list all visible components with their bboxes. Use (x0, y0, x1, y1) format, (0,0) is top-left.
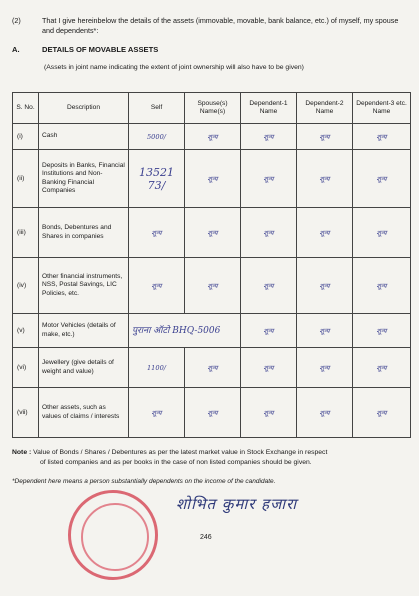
intro-text: That I give hereinbelow the details of the assets (immovable, movable, bank balance, etc.) of myself, my spouse and dependents*: (42, 16, 399, 35)
official-seal (68, 490, 158, 580)
header-dependent-2: Dependent-2 Name (297, 93, 353, 124)
row-dependent-1-value: शून्य (241, 388, 297, 438)
row-description: Deposits in Banks, Financial Institutions and Non-Banking Financial Companies (39, 150, 129, 208)
row-spouse-value: शून्य (185, 348, 241, 388)
table-row (13, 258, 411, 314)
row-dependent-3-value: शून्य (353, 258, 411, 314)
row-spouse-value: शून्य (185, 258, 241, 314)
row-dependent-2-value: शून्य (297, 258, 353, 314)
table-row (13, 314, 411, 348)
table-header-row (13, 93, 411, 124)
row-dependent-3-value: शून्य (353, 150, 411, 208)
row-description: Other financial instruments, NSS, Postal Savings, LIC Policies, etc. (39, 258, 129, 314)
row-sno: (iii) (13, 208, 39, 258)
row-dependent-2-value: शून्य (297, 208, 353, 258)
table-row (13, 348, 411, 388)
row-self-value: शून्य (129, 258, 185, 314)
row-self-value: 1100/ (129, 348, 185, 388)
header-spouse: Spouse(s) Name(s) (185, 93, 241, 124)
header-sno: S. No. (13, 93, 39, 124)
row-dependent-2-value: शून्य (297, 124, 353, 150)
row-sno: (i) (13, 124, 39, 150)
row-dependent-1-value: शून्य (241, 124, 297, 150)
row-dependent-1-value: शून्य (241, 208, 297, 258)
intro-number: (2) (12, 16, 21, 25)
row-dependent-2-value: शून्य (297, 150, 353, 208)
row-dependent-2-value: शून्य (297, 348, 353, 388)
table-row (13, 150, 411, 208)
row-dependent-3-value: शून्य (353, 208, 411, 258)
row-dependent-2-value: शून्य (297, 388, 353, 438)
note-label: Note : (12, 449, 32, 456)
row-sno: (ii) (13, 150, 39, 208)
row-self-value: शून्य (129, 208, 185, 258)
row-description: Motor Vehicles (details of make, etc.) (39, 314, 129, 348)
table-row (13, 388, 411, 438)
row-description: Bonds, Debentures and Shares in companies (39, 208, 129, 258)
row-description: Cash (39, 124, 129, 150)
row-sno: (vii) (13, 388, 39, 438)
row-self-value: 5000/ (129, 124, 185, 150)
row-dependent-3-value: शून्य (353, 124, 411, 150)
row-dependent-1-value: शून्य (241, 150, 297, 208)
page-number: 246 (200, 534, 212, 541)
note-line-2: of listed companies and as per books in the case of non listed companies should be given. (40, 459, 312, 466)
row-description: Jewellery (give details of weight and value) (39, 348, 129, 388)
row-dependent-3-value: शून्य (353, 388, 411, 438)
row-description: Other assets, such as values of claims / interests (39, 388, 129, 438)
candidate-signature: शोभित कुमार हजारा (176, 495, 298, 513)
row-dependent-3-value: शून्य (353, 314, 411, 348)
row-self-value: 13521 73/ (129, 150, 185, 208)
row-sno: (v) (13, 314, 39, 348)
header-description: Description (39, 93, 129, 124)
section-subnote: (Assets in joint name indicating the extent of joint ownership will also have to be given) (44, 64, 304, 71)
section-letter: A. (12, 45, 20, 54)
row-sno: (iv) (13, 258, 39, 314)
header-dependent-1: Dependent-1 Name (241, 93, 297, 124)
header-dependent-3: Dependent-3 etc. Name (353, 93, 411, 124)
row-sno: (vi) (13, 348, 39, 388)
row-self-value: पुराना ऑटो BHQ-5006 (129, 314, 241, 348)
table-row (13, 124, 411, 150)
header-self: Self (129, 93, 185, 124)
row-dependent-1-value: शून्य (241, 314, 297, 348)
row-dependent-1-value: शून्य (241, 258, 297, 314)
row-spouse-value: शून्य (185, 124, 241, 150)
row-self-value: शून्य (129, 388, 185, 438)
row-dependent-3-value: शून्य (353, 348, 411, 388)
movable-assets-table (12, 92, 411, 438)
row-spouse-value: शून्य (185, 208, 241, 258)
row-dependent-2-value: शून्य (297, 314, 353, 348)
row-dependent-1-value: शून्य (241, 348, 297, 388)
section-title: DETAILS OF MOVABLE ASSETS (42, 45, 159, 54)
row-spouse-value: शून्य (185, 388, 241, 438)
table-row (13, 208, 411, 258)
row-spouse-value: शून्य (185, 150, 241, 208)
note-line-1: Value of Bonds / Shares / Debentures as per the latest market value in Stock Exchange in respect (33, 449, 328, 456)
dependent-footnote: *Dependent here means a person substantially dependents on the income of the candidate. (12, 478, 276, 485)
